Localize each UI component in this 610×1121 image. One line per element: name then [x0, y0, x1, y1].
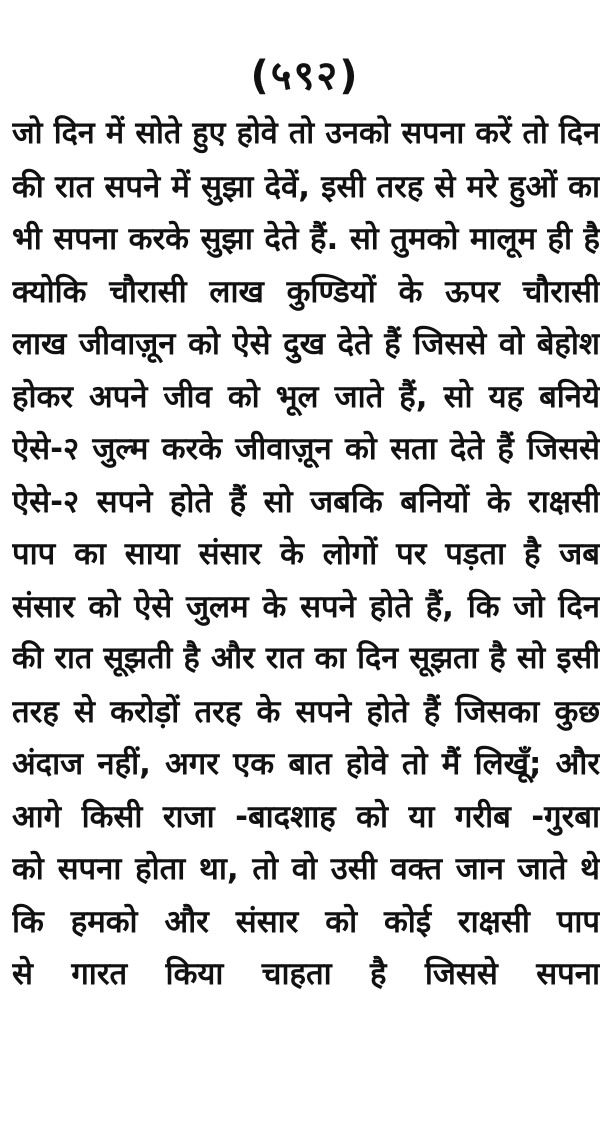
text-line: की रात सपने में सुझा देवें, इसी तरह से मरे हुओं का [12, 168, 600, 205]
text-line: पाप का साया संसार के लोगों पर पड़ता है जब [12, 536, 600, 572]
text-line: ऐसे-२ सपने होते हैं सो जबकि बनियों के राक्षसी [12, 483, 600, 520]
text-line: आगे किसी राजा -बादशाह को या गरीब -गुरबा [12, 798, 600, 835]
text-line: जो दिन में सोते हुए होवे तो उनको सपना करें तो दिन [12, 116, 600, 151]
text-line: कि हमको और संसार को कोई राक्षसी पाप [12, 903, 600, 940]
text-line: ऐसे-२ जुल्म करके जीवाज़ून को सता देते हैं जिससे [12, 431, 600, 467]
text-line: की रात सूझती है और रात का दिन सूझता है सो इसी [12, 641, 600, 676]
text-line: क्योकि चौरासी लाख कुण्डियों के ऊपर चौरासी [12, 273, 600, 310]
text-line: से गारत किया चाहता है जिससे सपना [12, 956, 600, 992]
page-number: (५९२) [250, 53, 360, 99]
text-line: तरह से करोड़ों तरह के सपने होते हैं जिसका कुछ [12, 693, 600, 730]
text-line: भी सपना करके सुझा देते हैं. सो तुमको मालूम ही है [12, 221, 600, 257]
text-line: को सपना होता था, तो वो उसी वक्त जान जाते थे [12, 851, 600, 887]
body-text [12, 108, 600, 1001]
text-line: लाख जीवाज़ून को ऐसे दुख देते हैं जिससे वो बेहोश [12, 326, 600, 362]
text-line: संसार को ऐसे जुलम के सपने होते हैं, कि जो दिन [12, 588, 600, 625]
text-line: होकर अपने जीव को भूल जाते हैं, सो यह बनिये [12, 378, 600, 415]
text-line: अंदाज नहीं, अगर एक बात होवे तो मैं लिखूँ; और [12, 746, 600, 782]
